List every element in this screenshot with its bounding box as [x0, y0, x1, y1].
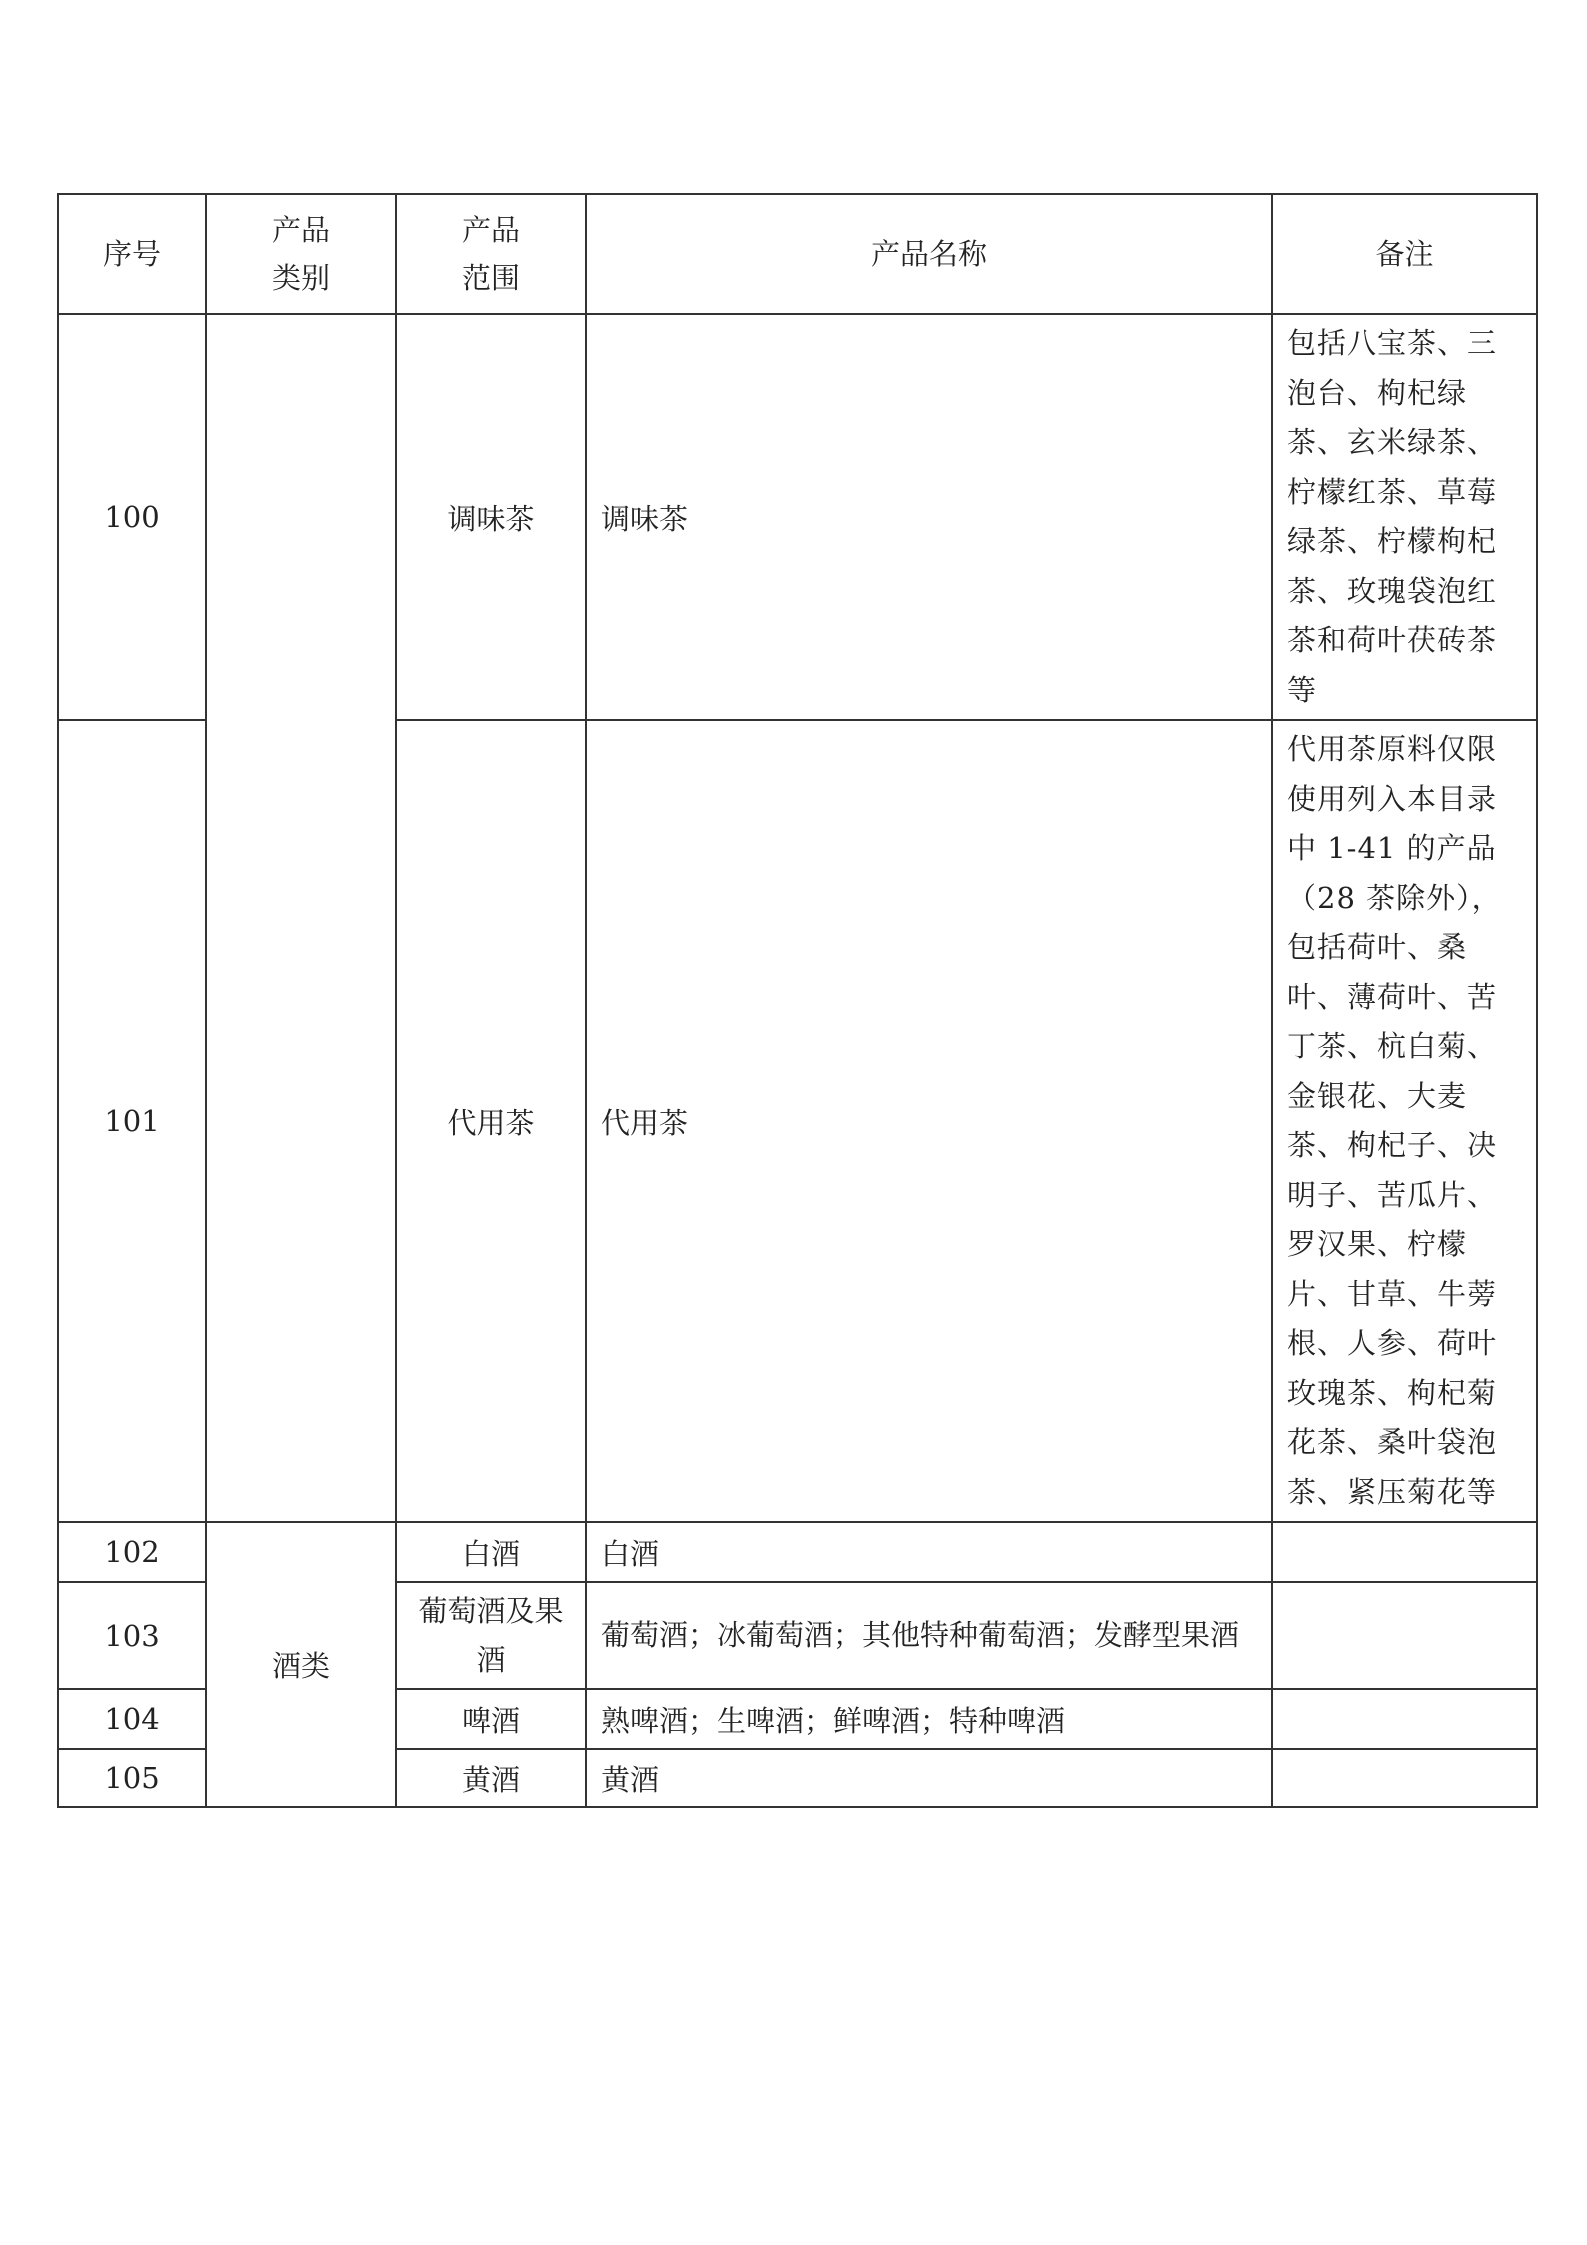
row-name: 白酒: [586, 1522, 1272, 1582]
row-notes: 代用茶原料仅限使用列入本目录中 1-41 的产品（28 茶除外），包括荷叶、桑叶、薄荷叶、苦丁茶、杭白菊、金银花、大麦茶、枸杞子、决明子、苦瓜片、罗汉果、柠檬片、甘草、牛蒡根、人参、荷叶玫瑰茶、枸杞菊花茶、桑叶袋泡茶、紧压菊花等: [1272, 720, 1537, 1522]
row-seq: 105: [58, 1749, 206, 1807]
header-name: 产品名称: [586, 194, 1272, 314]
row-name: 代用茶: [586, 720, 1272, 1522]
row-category-blank: [206, 314, 396, 1522]
header-seq: 序号: [58, 194, 206, 314]
row-scope: 代用茶: [396, 720, 586, 1522]
row-notes: [1272, 1582, 1537, 1689]
row-seq: 100: [58, 314, 206, 720]
row-name: 调味茶: [586, 314, 1272, 720]
table-row: [58, 1522, 1537, 1582]
header-category: 产品 类别: [206, 194, 396, 314]
row-notes: [1272, 1749, 1537, 1807]
row-scope: 啤酒: [396, 1689, 586, 1749]
row-notes: [1272, 1522, 1537, 1582]
header-notes: 备注: [1272, 194, 1537, 314]
table-row: [58, 314, 1537, 720]
row-notes: [1272, 1689, 1537, 1749]
row-scope: 白酒: [396, 1522, 586, 1582]
row-seq: 104: [58, 1689, 206, 1749]
row-name: 黄酒: [586, 1749, 1272, 1807]
table-header-row: [58, 194, 1537, 314]
row-name: 熟啤酒；生啤酒；鲜啤酒；特种啤酒: [586, 1689, 1272, 1749]
row-seq: 103: [58, 1582, 206, 1689]
row-seq: 102: [58, 1522, 206, 1582]
product-catalog-table: [57, 193, 1538, 1808]
row-seq: 101: [58, 720, 206, 1522]
header-scope: 产品 范围: [396, 194, 586, 314]
row-scope: 调味茶: [396, 314, 586, 720]
row-notes: 包括八宝茶、三泡台、枸杞绿茶、玄米绿茶、柠檬红茶、草莓绿茶、柠檬枸杞茶、玫瑰袋泡红茶和荷叶茯砖茶等: [1272, 314, 1537, 720]
row-scope: 黄酒: [396, 1749, 586, 1807]
row-category: 酒类: [206, 1522, 396, 1807]
row-scope: 葡萄酒及果酒: [396, 1582, 586, 1689]
row-name: 葡萄酒；冰葡萄酒；其他特种葡萄酒；发酵型果酒: [586, 1582, 1272, 1689]
